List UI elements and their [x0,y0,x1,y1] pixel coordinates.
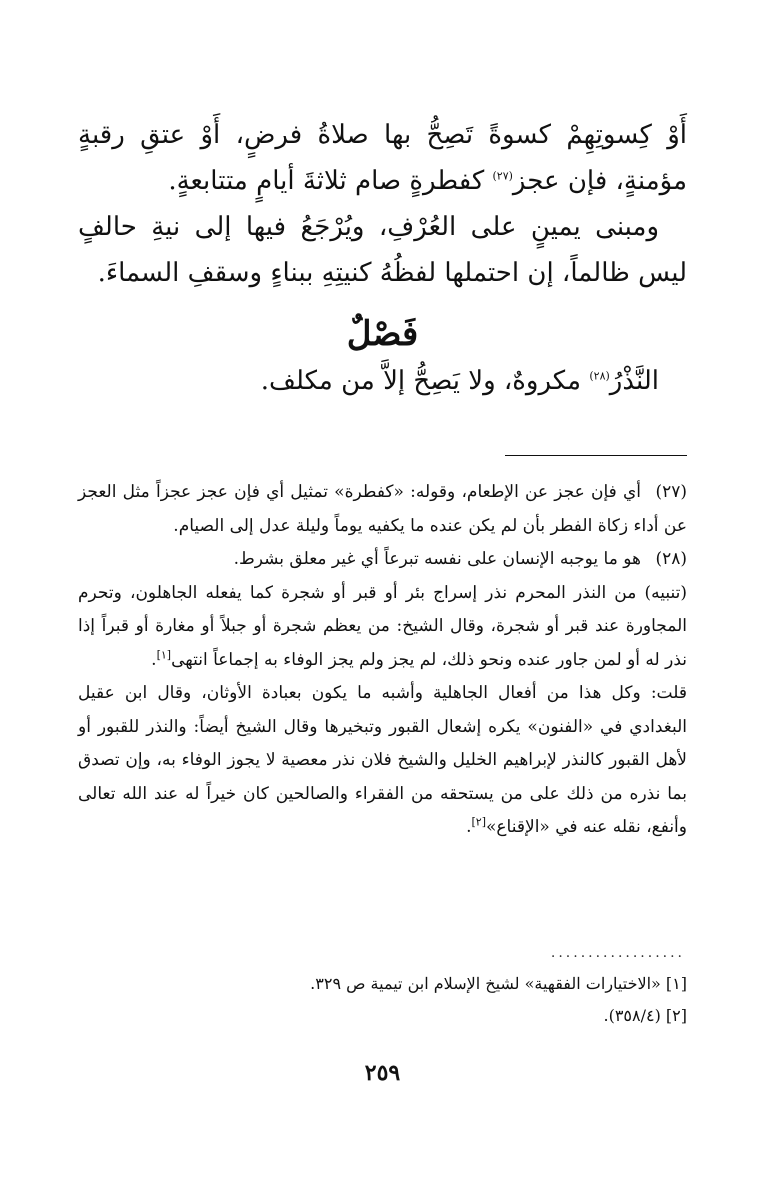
footnote-tanbih: (تنبيه) من النذر المحرم نذر إسراج بئر أو قبر أو شجرة كما يفعله الجاهلون، وتحرم المجاورة عند قبر أو شجرة، وقال الشيخ: من يعظم شجرة أو جبلاً أو مغارة أو قبراً إذا نذر له أو لمن جاور عنده ونحو ذلك، لم يجز ولم يجز الوفاء به إجماعاً انتهى[١]. [78,582,687,670]
reference-2: [٢] (٣٥٨/٤). [603,1006,687,1025]
footnote-27: (٢٧)أي فإن عجز عن الإطعام، وقوله: «كفطرة» تمثيل أي فإن عجز عجزاً مثل العجز عن أداء زكاة الفطر بأن لم يكن عنده ما يكفيه يوماً وليلة عدل إلى الصيام. [78,476,687,543]
footnote-number: (٢٨) [655,549,687,569]
paragraph-yamin: ومبنى يمينٍ على العُرْفِ، ويُرْجَعُ فيها إلى نيةِ حالفٍ ليس ظالماً، إن احتملها لفظُهُ كنيتِهِ ببناءٍ وسقفِ السماءَ. [78,212,687,288]
reference-divider: .................. [550,945,685,961]
footnote-ref-28[interactable]: (٢٨) [589,369,610,383]
reference-mark-1[interactable]: [١] [156,647,172,661]
main-text [78,112,687,404]
footnote-number: (٢٧) [655,482,687,502]
footnotes [78,476,687,845]
footnote-divider [505,455,687,456]
section-heading: فَصْلٌ [346,314,419,354]
reference-mark-2[interactable]: [٢] [471,815,487,829]
reference-1: [١] «الاختيارات الفقهية» لشيخ الإسلام ابن تيمية ص ٣٢٩. [310,974,687,993]
paragraph-nadhr: النَّذْرُ$^{(٢٨)}$ مكروهٌ، ولا يَصِحُّ إلاَّ من مكلف. [260,366,659,396]
footnote-28: (٢٨)هو ما يوجبه الإنسان على نفسه تبرعاً أي غير معلق بشرط. [78,543,687,577]
footnote-qultu: قلت: وكل هذا من أفعال الجاهلية وأشبه ما يكون بعبادة الأوثان، وقال ابن عقيل البغدادي في «الفنون» يكره إشعال القبور وتبخيرها وقال الشيخ أيضاً: والنذر للقبور أو لأهل القبور كالنذر لإبراهيم الخليل والشيخ فلان نذر معصية لا يجوز الوفاء به، وإن تصدق بما نذره من ذلك على من يستحقه من الفقراء والصالحين كان خيراً له عند الله تعالى وأنفع، نقله عنه في «الإقناع»[٢]. [78,683,687,837]
paragraph-kaffara: أَوْ كِسوتِهِمْ كسوةً تَصِحُّ بها صلاةُ فرضٍ، أَوْ عتقِ رقبةٍ مؤمنةٍ، فإن عجز$^{(٢٧)}$ كفطرةٍ صام ثلاثةَ أيامٍ متتابعةٍ. [78,120,687,196]
page-number: ٢٥٩ [364,1060,401,1086]
references [78,968,687,1032]
footnote-ref-27[interactable]: (٢٧) [492,169,513,183]
